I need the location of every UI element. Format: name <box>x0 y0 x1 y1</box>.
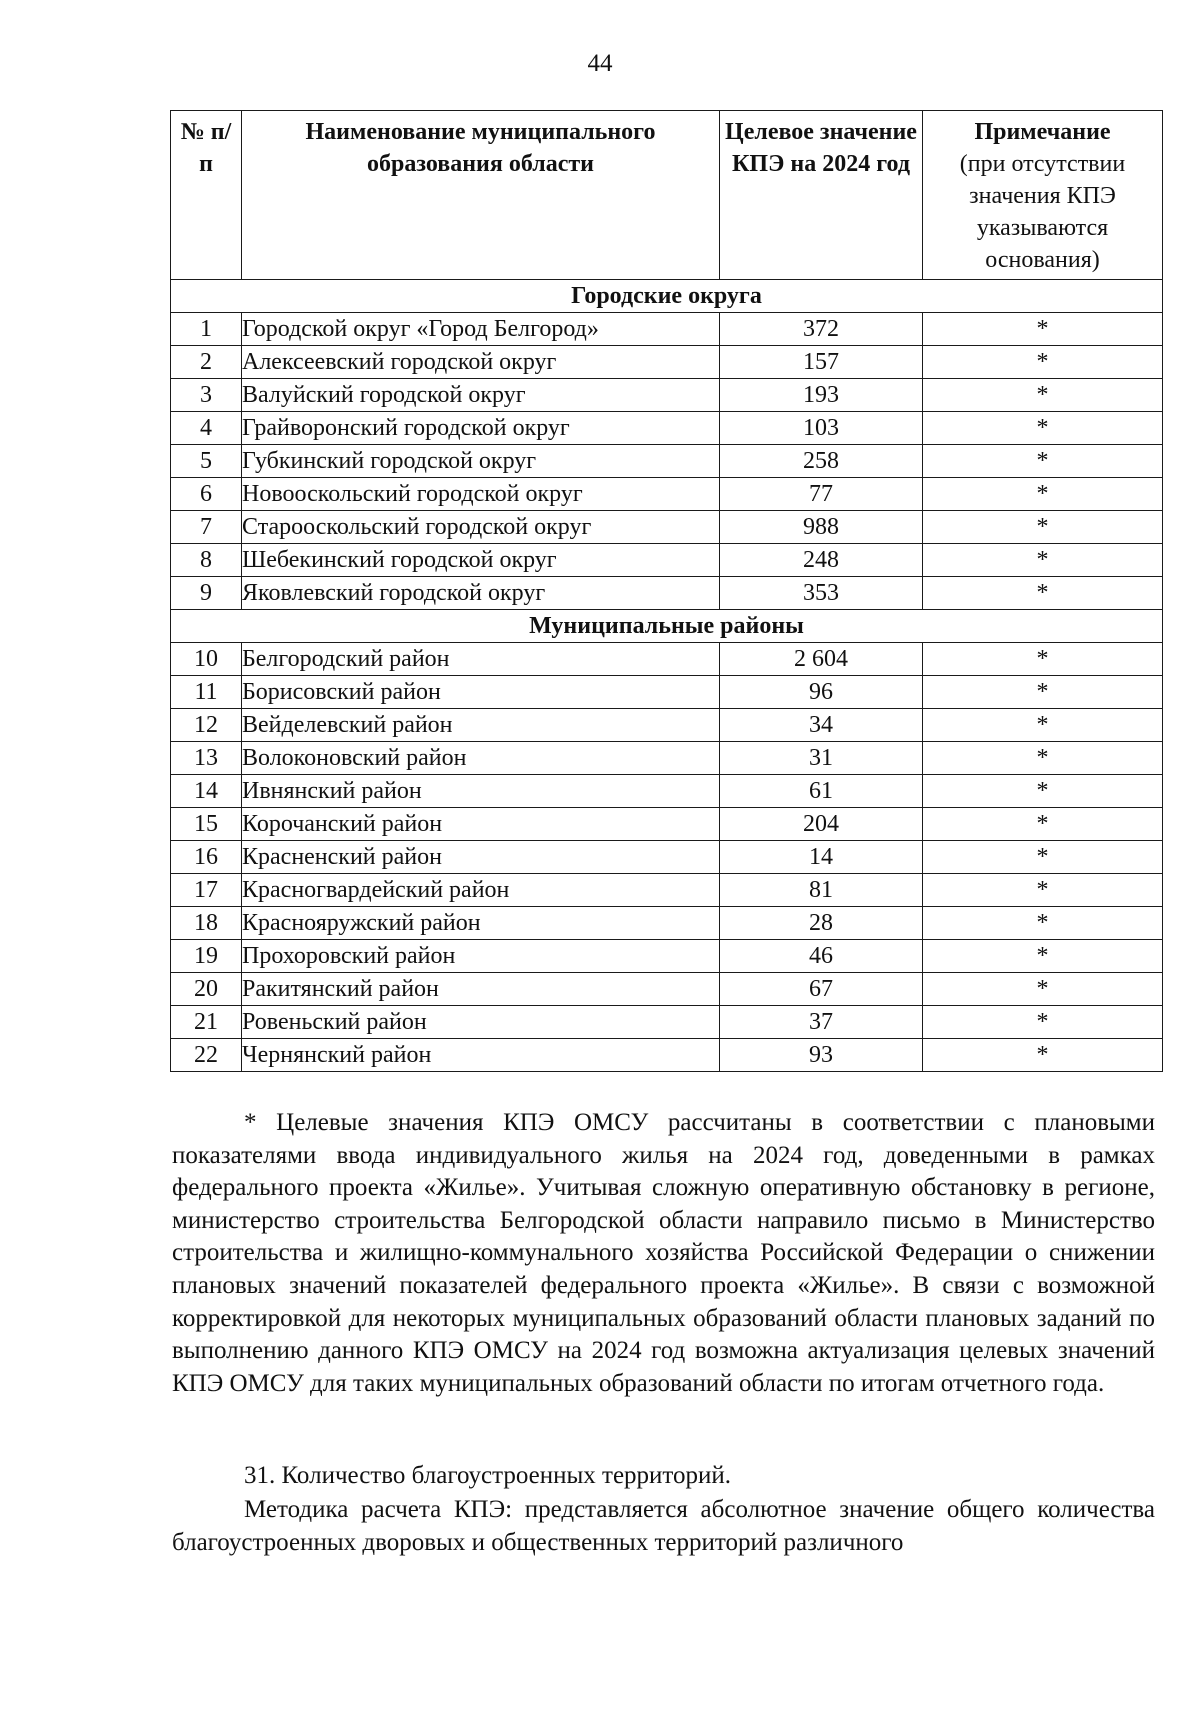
note-mark: * <box>923 313 1163 346</box>
municipality-name: Ивнянский район <box>242 775 720 808</box>
row-number: 2 <box>171 346 242 379</box>
table-section-row <box>171 610 1163 643</box>
kpe-target-value: 77 <box>720 478 923 511</box>
note-mark: * <box>923 676 1163 709</box>
municipality-name: Корочанский район <box>242 808 720 841</box>
header-note-subtitle: (при отсутствии значения КПЭ указываются основания) <box>959 151 1126 273</box>
municipality-name: Ровеньский район <box>242 1006 720 1039</box>
note-mark: * <box>923 511 1163 544</box>
note-mark: * <box>923 577 1163 610</box>
table-row <box>171 511 1163 544</box>
kpe-target-value: 28 <box>720 907 923 940</box>
row-number: 7 <box>171 511 242 544</box>
row-number: 22 <box>171 1039 242 1072</box>
kpe-table <box>170 110 1163 1072</box>
kpe-target-value: 81 <box>720 874 923 907</box>
municipality-name: Красненский район <box>242 841 720 874</box>
kpe-target-value: 193 <box>720 379 923 412</box>
kpe-target-value: 46 <box>720 940 923 973</box>
note-mark: * <box>923 379 1163 412</box>
header-note-title: Примечание <box>974 119 1111 145</box>
section-title: Городские округа <box>171 280 1163 313</box>
table-row <box>171 808 1163 841</box>
kpe-target-value: 14 <box>720 841 923 874</box>
municipality-name: Шебекинский городской округ <box>242 544 720 577</box>
row-number: 18 <box>171 907 242 940</box>
note-mark: * <box>923 841 1163 874</box>
header-num: № п/п <box>171 111 242 280</box>
row-number: 16 <box>171 841 242 874</box>
row-number: 4 <box>171 412 242 445</box>
page-number: 44 <box>587 50 613 77</box>
row-number: 17 <box>171 874 242 907</box>
note-mark: * <box>923 544 1163 577</box>
municipality-name: Краснояружский район <box>242 907 720 940</box>
note-mark: * <box>923 973 1163 1006</box>
row-number: 3 <box>171 379 242 412</box>
note-mark: * <box>923 445 1163 478</box>
table-row <box>171 841 1163 874</box>
municipality-name: Новооскольский городской округ <box>242 478 720 511</box>
row-number: 1 <box>171 313 242 346</box>
table-row <box>171 775 1163 808</box>
table-row <box>171 544 1163 577</box>
table-row <box>171 577 1163 610</box>
kpe-target-value: 258 <box>720 445 923 478</box>
kpe-target-value: 37 <box>720 1006 923 1039</box>
kpe-target-value: 2 604 <box>720 643 923 676</box>
table-row <box>171 346 1163 379</box>
note-mark: * <box>923 907 1163 940</box>
table-row <box>171 445 1163 478</box>
note-mark: * <box>923 874 1163 907</box>
kpe-target-value: 372 <box>720 313 923 346</box>
note-mark: * <box>923 940 1163 973</box>
note-mark: * <box>923 709 1163 742</box>
table-row <box>171 742 1163 775</box>
note-mark: * <box>923 643 1163 676</box>
table-row <box>171 1039 1163 1072</box>
row-number: 10 <box>171 643 242 676</box>
kpe-target-value: 103 <box>720 412 923 445</box>
table-section-row <box>171 280 1163 313</box>
note-mark: * <box>923 478 1163 511</box>
note-mark: * <box>923 808 1163 841</box>
row-number: 13 <box>171 742 242 775</box>
municipality-name: Белгородский район <box>242 643 720 676</box>
row-number: 20 <box>171 973 242 1006</box>
kpe-target-value: 157 <box>720 346 923 379</box>
row-number: 8 <box>171 544 242 577</box>
kpe-target-value: 248 <box>720 544 923 577</box>
note-mark: * <box>923 775 1163 808</box>
table-row <box>171 313 1163 346</box>
table-row <box>171 907 1163 940</box>
kpe-target-value: 61 <box>720 775 923 808</box>
row-number: 15 <box>171 808 242 841</box>
kpe-target-value: 31 <box>720 742 923 775</box>
header-name: Наименование муниципального образования области <box>242 111 720 280</box>
municipality-name: Губкинский городской округ <box>242 445 720 478</box>
table-row <box>171 643 1163 676</box>
table-row <box>171 676 1163 709</box>
table-row <box>171 940 1163 973</box>
kpe-target-value: 67 <box>720 973 923 1006</box>
section-title: Муниципальные районы <box>171 610 1163 643</box>
note-mark: * <box>923 742 1163 775</box>
note-mark: * <box>923 1039 1163 1072</box>
note-mark: * <box>923 412 1163 445</box>
table-row <box>171 1006 1163 1039</box>
municipality-name: Ракитянский район <box>242 973 720 1006</box>
row-number: 21 <box>171 1006 242 1039</box>
kpe-target-value: 93 <box>720 1039 923 1072</box>
municipality-name: Чернянский район <box>242 1039 720 1072</box>
note-mark: * <box>923 1006 1163 1039</box>
municipality-name: Вейделевский район <box>242 709 720 742</box>
table-row <box>171 412 1163 445</box>
row-number: 12 <box>171 709 242 742</box>
municipality-name: Алексеевский городской округ <box>242 346 720 379</box>
header-note <box>923 111 1163 280</box>
row-number: 6 <box>171 478 242 511</box>
municipality-name: Волоконовский район <box>242 742 720 775</box>
kpe-target-value: 353 <box>720 577 923 610</box>
municipality-name: Красногвардейский район <box>242 874 720 907</box>
table-row <box>171 973 1163 1006</box>
table-row <box>171 874 1163 907</box>
kpe-target-value: 34 <box>720 709 923 742</box>
row-number: 5 <box>171 445 242 478</box>
municipality-name: Старооскольский городской округ <box>242 511 720 544</box>
footnote: * Целевые значения КПЭ ОМСУ рассчитаны в соответствии с плановыми показателями ввода индивидуального жилья на 2024 год, доведенными в рамках федерального проекта «Жилье». Учитывая сложную оперативную обстановку в регионе, министерство строительства Белгородской области направило письмо в Министерство строительства и жилищно-коммунального хозяйства Российской Федерации о снижении плановых значений показателей федерального проекта «Жилье». В связи с возможной корректировкой для некоторых муниципальных образований области плановых заданий по выполнению данного КПЭ ОМСУ на 2024 год возможна актуализация целевых значений КПЭ ОМСУ для таких муниципальных образований области по итогам отчетного года. <box>172 1109 1155 1397</box>
table-row <box>171 379 1163 412</box>
note-mark: * <box>923 346 1163 379</box>
row-number: 14 <box>171 775 242 808</box>
municipality-name: Борисовский район <box>242 676 720 709</box>
section-31-method: Методика расчета КПЭ: представляется абсолютное значение общего количества благоустроенных дворовых и общественных территорий различного <box>172 1496 1155 1556</box>
table-body <box>171 280 1163 1072</box>
municipality-name: Прохоровский район <box>242 940 720 973</box>
kpe-target-value: 96 <box>720 676 923 709</box>
row-number: 11 <box>171 676 242 709</box>
municipality-name: Городской округ «Город Белгород» <box>242 313 720 346</box>
table-header-row <box>171 111 1163 280</box>
row-number: 19 <box>171 940 242 973</box>
section-31-heading: 31. Количество благоустроенных территорий. <box>244 1462 732 1489</box>
table-row <box>171 709 1163 742</box>
municipality-name: Валуйский городской округ <box>242 379 720 412</box>
kpe-target-value: 204 <box>720 808 923 841</box>
table-row <box>171 478 1163 511</box>
row-number: 9 <box>171 577 242 610</box>
municipality-name: Яковлевский городской округ <box>242 577 720 610</box>
municipality-name: Грайворонский городской округ <box>242 412 720 445</box>
kpe-target-value: 988 <box>720 511 923 544</box>
header-value: Целевое значение КПЭ на 2024 год <box>720 111 923 280</box>
